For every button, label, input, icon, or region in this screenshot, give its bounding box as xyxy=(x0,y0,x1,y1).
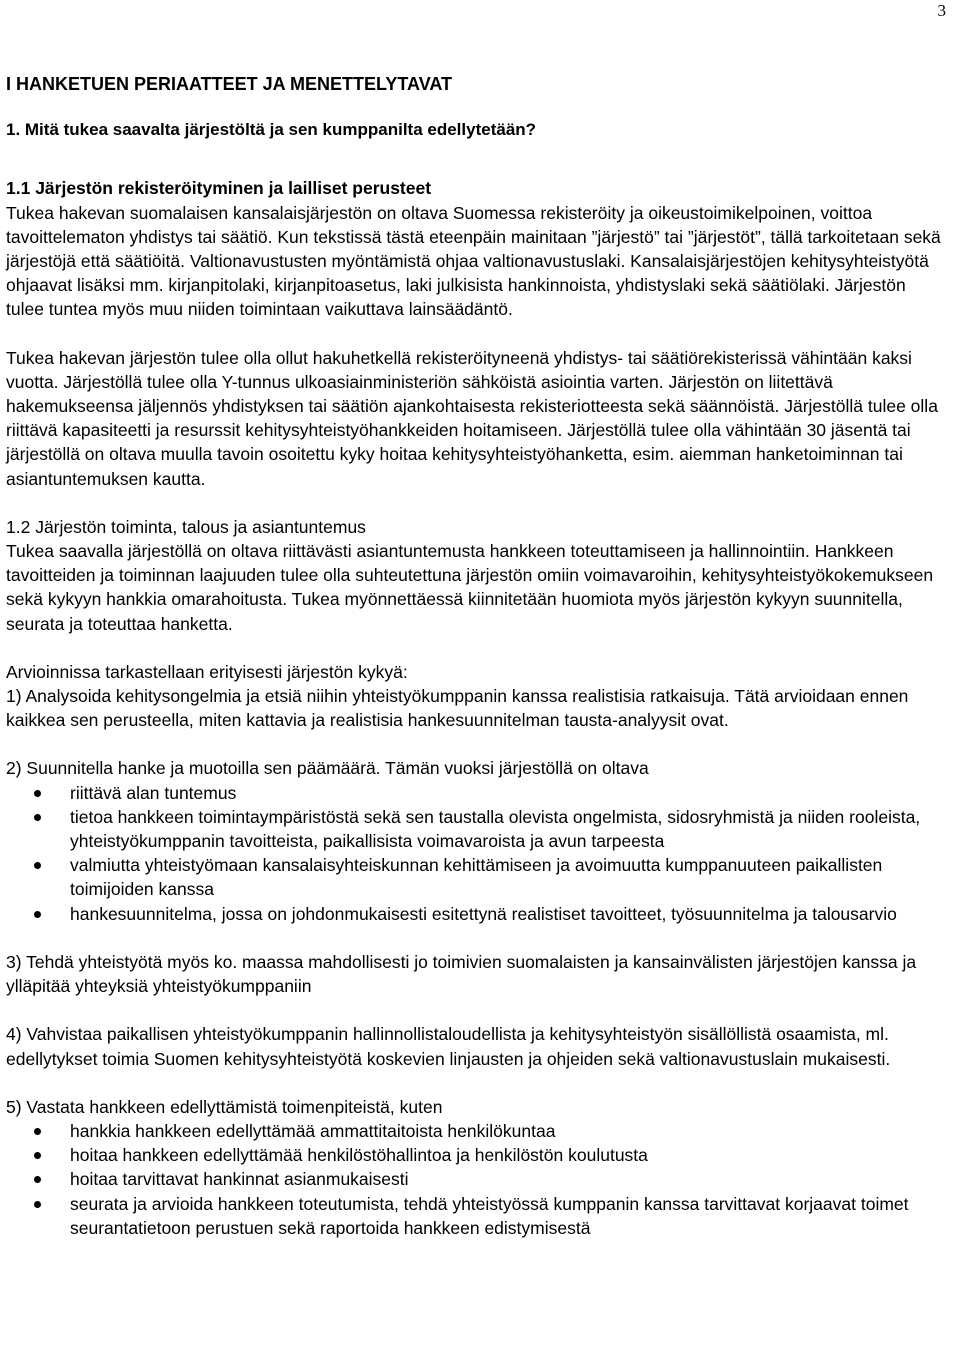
assessment-item-5: 5) Vastata hankkeen edellyttämistä toimenpiteistä, kuten xyxy=(6,1096,443,1117)
document-body xyxy=(6,72,948,1240)
list-item: valmiutta yhteistyömaan kansalaisyhteiskunnan kehittämiseen ja avoimuutta kumppanuuteen paikallisten toimijoiden kanssa xyxy=(6,853,948,901)
item-5-bullet-list xyxy=(6,1119,948,1240)
bullet-icon xyxy=(34,911,41,918)
list-item: hoitaa hankkeen edellyttämää henkilöstöhallintoa ja henkilöstön koulutusta xyxy=(6,1143,948,1167)
assessment-item-4: 4) Vahvistaa paikallisen yhteistyökumppanin hallinnollistaloudellista ja kehitysyhteistyön sisällöllistä osaamista, ml. edellytykset toimia Suomen kehitysyhteistyötä koskevien linjausten ja ohjeiden sekä valtionavustuslain mukaisesti. xyxy=(6,1024,891,1069)
list-item: tietoa hankkeen toimintaympäristöstä sekä sen taustalla olevista ongelmista, sidosryhmistä ja niiden rooleista, yhteistyökumppanin tavoitteista, paikallisista voimavaroista ja avun tarpeesta xyxy=(6,805,948,853)
item-2-bullet-list xyxy=(6,781,948,926)
bullet-icon xyxy=(34,1152,41,1159)
page-number: 3 xyxy=(937,1,946,20)
assessment-intro: Arvioinnissa tarkastellaan erityisesti järjestön kykyä: xyxy=(6,661,408,682)
list-item: riittävä alan tuntemus xyxy=(6,781,948,805)
list-item: hoitaa tarvittavat hankinnat asianmukaisesti xyxy=(6,1167,948,1191)
bullet-icon xyxy=(34,862,41,869)
bullet-icon xyxy=(34,1128,41,1135)
list-item: seurata ja arvioida hankkeen toteutumista, tehdä yhteistyössä kumppanin kanssa tarvittavat korjaavat toimet seurantatietoon perustuen sekä raportoida hankkeen edistymisestä xyxy=(6,1192,948,1240)
bullet-icon xyxy=(34,790,41,797)
section-1-2-heading: 1.2 Järjestön toiminta, talous ja asiantuntemus xyxy=(6,516,366,537)
list-item: hankesuunnitelma, jossa on johdonmukaisesti esitettynä realistiset tavoitteet, työsuunnitelma ja talousarvio xyxy=(6,902,948,926)
section-1-2-paragraph-1: Tukea saavalla järjestöllä on oltava riittävästi asiantuntemusta hankkeen toteuttamiseen ja hallinnointiin. Hankkeen tavoitteiden ja toiminnan laajuuden tulee olla suhteutettuna järjestön omiin voimavaroihin, kehitysyhteistyökokemukseen sekä kykyyn hankkia omarahoitusta. Tukea myönnettäessä kiinnitetään huomiota myös järjestön kykyyn suunnitella, seurata ja toteuttaa hanketta. xyxy=(6,541,934,634)
section-1-1-paragraph-2: Tukea hakevan järjestön tulee olla ollut hakuhetkellä rekisteröityneenä yhdistys- tai säätiörekisterissä vähintään kaksi vuotta. Järjestöllä tulee olla Y-tunnus ulkoasiainministeriön sähköistä asiointia varten. Järjestön on liitettävä hakemukseensa jäljennös yhdistyksen tai säätiön ajankohtaisesta rekisteriotteesta sekä säännöistä. Järjestöllä tulee olla riittävä kapasiteetti ja resurssit kehitysyhteistyöhankkeiden hoitamiseen. Järjestöllä tulee olla vähintään 30 jäsentä tai järjestöllä on oltava muulla tavoin osoitettu kyky hoitaa kehitysyhteistyöhanketta, esim. aiemman hanketoiminnan tai asiantuntemuksen kautta. xyxy=(6,347,938,489)
assessment-item-1: 1) Analysoida kehitysongelmia ja etsiä niihin yhteistyökumppanin kanssa realistisia ratkaisuja. Tätä arvioidaan ennen kaikkea sen perusteella, miten kattavia ja realistisia hankesuunnitelman tausta-analyysit ovat. xyxy=(6,686,909,731)
bullet-icon xyxy=(34,1201,41,1208)
bullet-icon xyxy=(34,1176,41,1183)
assessment-item-2: 2) Suunnitella hanke ja muotoilla sen päämäärä. Tämän vuoksi järjestöllä on oltava xyxy=(6,758,649,779)
list-item: hankkia hankkeen edellyttämää ammattitaitoista henkilökuntaa xyxy=(6,1119,948,1143)
bullet-icon xyxy=(34,814,41,821)
document-title: I HANKETUEN PERIAATTEET JA MENETTELYTAVAT xyxy=(6,74,453,94)
section-1-1-heading: 1.1 Järjestön rekisteröityminen ja lailliset perusteet xyxy=(6,178,432,199)
assessment-item-3: 3) Tehdä yhteistyötä myös ko. maassa mahdollisesti jo toimivien suomalaisten ja kansainvälisten järjestöjen kanssa ja ylläpitää yhteyksiä yhteistyökumppaniin xyxy=(6,951,917,997)
section-1-heading: 1. Mitä tukea saavalta järjestöltä ja sen kumppanilta edellytetään? xyxy=(6,120,537,140)
section-1-1-paragraph-1: Tukea hakevan suomalaisen kansalaisjärjestön on oltava Suomessa rekisteröity ja oikeustoimikelpoinen, voittoa tavoittelematon yhdistys tai säätiö. Kun tekstissä tästä eteenpäin mainitaan ”järjestö” tai ”järjestöt”, tällä tarkoitetaan sekä järjestöjä että säätiöitä. Valtionavustusten myöntämistä ohjaa valtionavustuslaki. Kansalaisjärjestöjen kehitysyhteistyötä ohjaavat lisäksi mm. kirjanpitolaki, kirjanpitoasetus, laki julkisista hankinnoista, yhdistyslaki sekä säätiölaki. Järjestön tulee tuntea myös muu niiden toimintaan vaikuttava lainsäädäntö. xyxy=(6,202,941,320)
